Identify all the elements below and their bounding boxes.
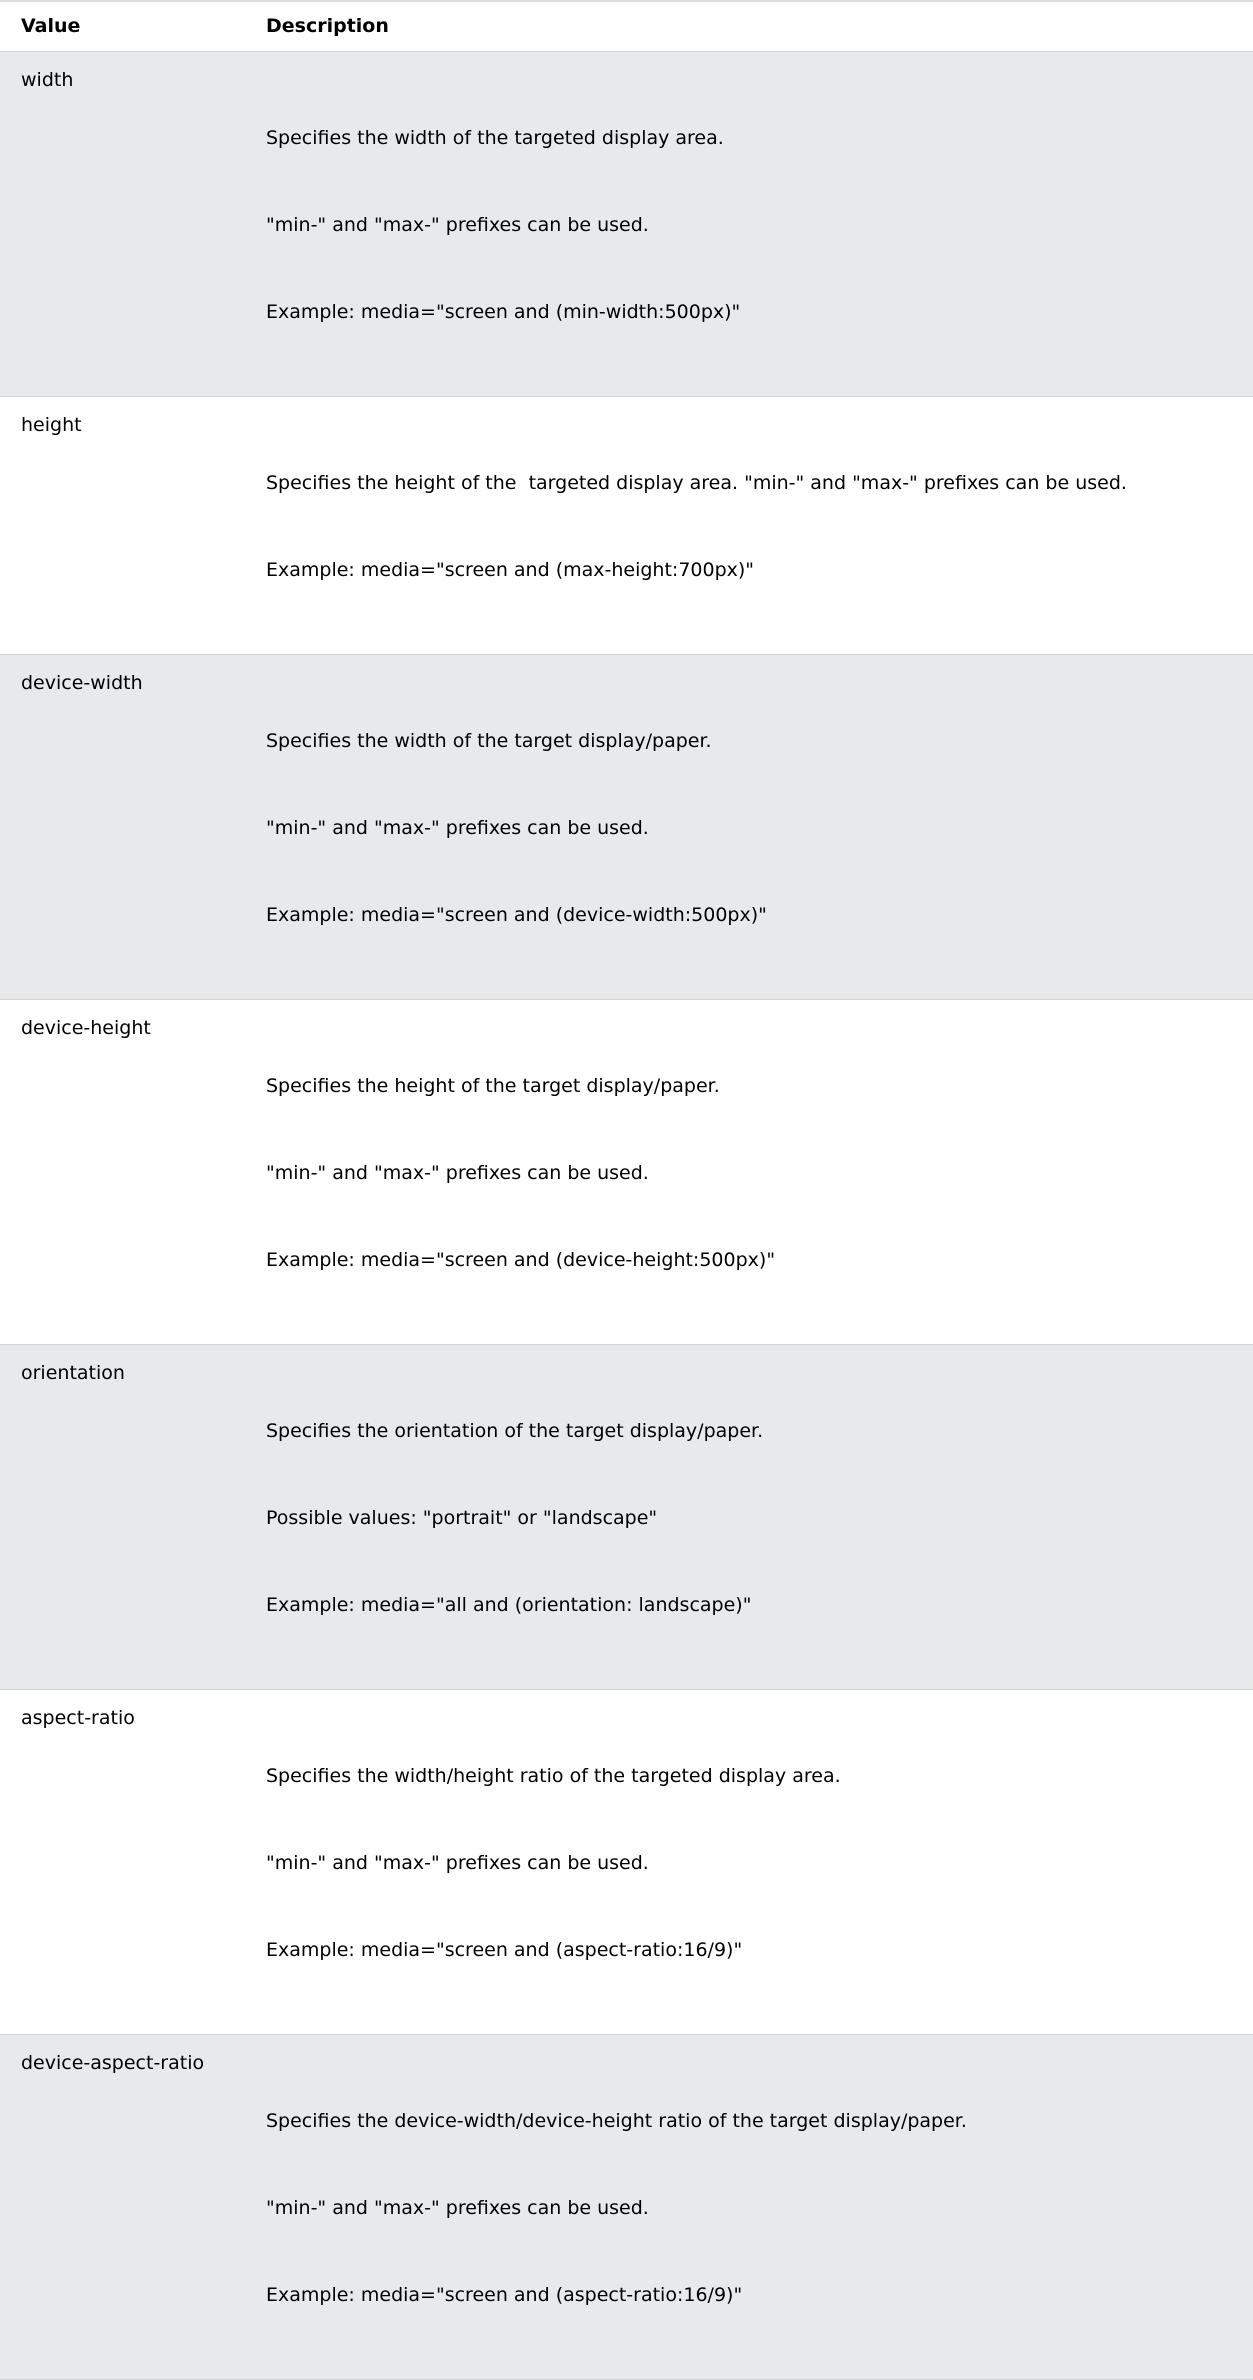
row-value: orientation	[21, 1362, 125, 1384]
description-line: Example: media="screen and (aspect-ratio:16/9)"	[266, 2284, 743, 2306]
table-row	[0, 1690, 1253, 2035]
row-value: device-width	[21, 672, 143, 694]
row-description	[266, 1014, 1253, 1333]
row-description	[266, 411, 1253, 643]
description-line: "min-" and "max-" prefixes can be used.	[266, 817, 649, 839]
table-row	[0, 397, 1253, 655]
description-line: Specifies the height of the target display/paper.	[266, 1075, 720, 1097]
row-description	[266, 1359, 1253, 1678]
table-row	[0, 52, 1253, 397]
description-line: "min-" and "max-" prefixes can be used.	[266, 1162, 649, 1184]
description-line: Example: media="screen and (aspect-ratio:16/9)"	[266, 1939, 743, 1961]
row-value: device-aspect-ratio	[21, 2052, 205, 2074]
table-row	[0, 1345, 1253, 1690]
description-line: Specifies the orientation of the target display/paper.	[266, 1420, 764, 1442]
row-description	[266, 669, 1253, 988]
table-row	[0, 1000, 1253, 1345]
description-line: "min-" and "max-" prefixes can be used.	[266, 2197, 649, 2219]
description-line: Specifies the height of the targeted display area. "min-" and "max-" prefixes can be used.	[266, 472, 1127, 494]
row-value: device-height	[21, 1017, 151, 1039]
description-line: Specifies the width of the target display/paper.	[266, 730, 712, 752]
description-line: "min-" and "max-" prefixes can be used.	[266, 1852, 649, 1874]
row-value: height	[21, 414, 82, 436]
description-line: "min-" and "max-" prefixes can be used.	[266, 214, 649, 236]
row-description	[266, 66, 1253, 385]
description-line: Example: media="screen and (device-width:500px)"	[266, 904, 767, 926]
description-line: Specifies the width of the targeted display area.	[266, 127, 724, 149]
table-header-row	[0, 2, 1253, 52]
description-line: Example: media="all and (orientation: landscape)"	[266, 1594, 752, 1616]
header-value: Value	[21, 15, 81, 37]
description-line: Example: media="screen and (device-height:500px)"	[266, 1249, 776, 1271]
description-line: Possible values: "portrait" or "landscape"	[266, 1507, 658, 1529]
description-line: Example: media="screen and (max-height:700px)"	[266, 559, 755, 581]
header-description: Description	[266, 15, 389, 37]
row-value: aspect-ratio	[21, 1707, 135, 1729]
row-value: width	[21, 69, 74, 91]
row-description	[266, 1704, 1253, 2023]
table-row	[0, 655, 1253, 1000]
description-line: Specifies the device-width/device-height ratio of the target display/paper.	[266, 2110, 967, 2132]
description-line: Example: media="screen and (min-width:500px)"	[266, 301, 741, 323]
table-row	[0, 2035, 1253, 2380]
row-description	[266, 2049, 1253, 2368]
description-line: Specifies the width/height ratio of the targeted display area.	[266, 1765, 841, 1787]
